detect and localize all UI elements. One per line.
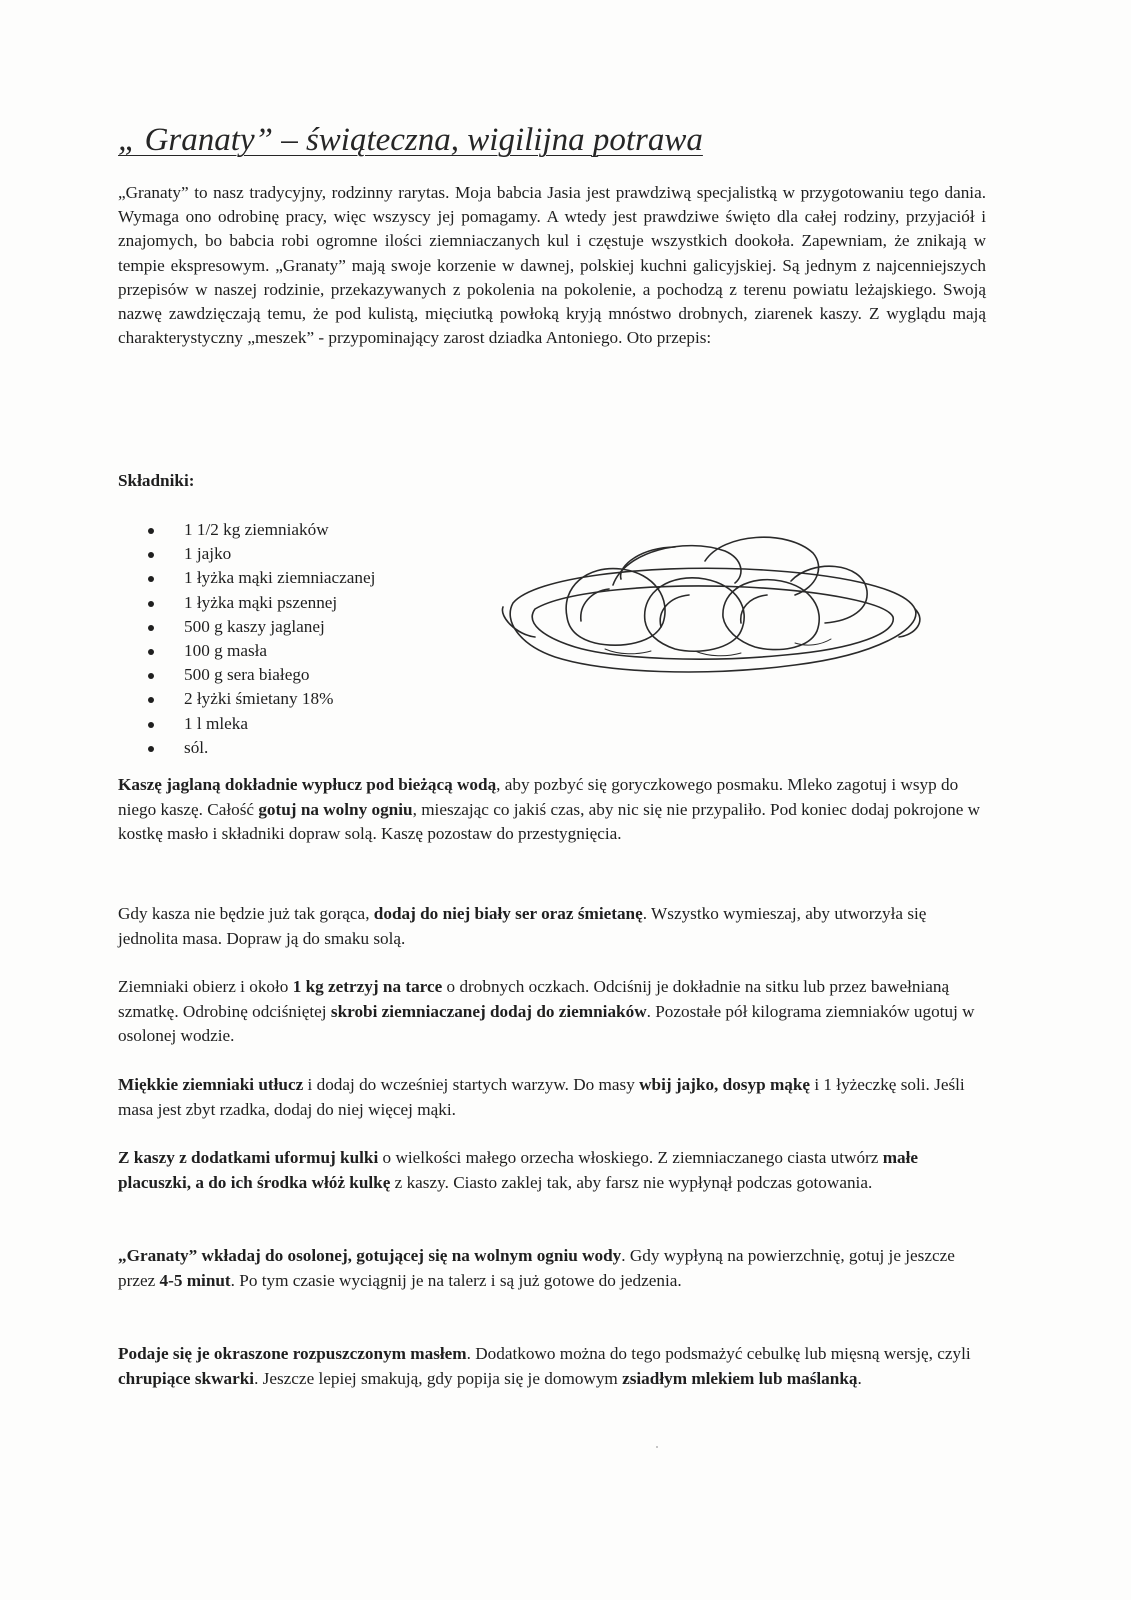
ingredients-heading: Składniki: [118, 471, 195, 490]
page-title: „ Granaty” – świąteczna, wigilijna potrawa [118, 122, 703, 158]
step-paragraph [118, 1342, 988, 1391]
step-text: . Dodatkowo można do tego podsmażyć cebulkę lub mięsną wersję, czyli [466, 1344, 971, 1363]
step-highlight: zsiadłym mlekiem lub maślanką [622, 1368, 858, 1388]
dumplings-plate-illustration [495, 525, 925, 695]
ingredient-text: 1 l mleka [184, 713, 248, 733]
step-text: , mieszając co jakiś czas, aby nic się nie przypaliło. Pod koniec dodaj pokrojone w kostkę masło i składniki dopraw solą. Kaszę pozostaw do przestygnięcia. [118, 799, 981, 844]
step-paragraph [118, 1073, 988, 1122]
ingredient-text: sól. [184, 737, 209, 757]
bullet-icon [148, 673, 154, 679]
bullet-icon [148, 722, 154, 728]
step-highlight: chrupiące skwarki [118, 1368, 255, 1388]
step-highlight: wbij jajko, dosyp mąkę [639, 1075, 811, 1094]
step-paragraph [118, 975, 988, 1049]
ingredient-text: 1 łyżka mąki pszennej [184, 592, 338, 612]
step-highlight: dodaj do niej biały ser oraz śmietanę [373, 904, 643, 923]
step-text: i dodaj do wcześniej startych warzyw. Do masy [303, 1075, 640, 1094]
step-highlight: 4-5 minut [159, 1270, 231, 1290]
step-paragraph [118, 773, 988, 847]
step-highlight: „Granaty” wkładaj do osolonej, gotującej się na wolnym ogniu wody [118, 1246, 622, 1265]
ingredients-list [148, 518, 448, 760]
scan-speck [656, 1446, 658, 1448]
ingredient-text: 1 jajko [184, 544, 232, 564]
step-text: . [857, 1368, 862, 1388]
intro-paragraph: „Granaty” to nasz tradycyjny, rodzinny rarytas. Moja babcia Jasia jest prawdziwą specjalistką w przygotowaniu tego dania. Wymaga ono odrobinę pracy, więc wszyscy jej pomagamy. A wtedy jest prawdziwe święto dla całej rodziny, przyjaciół i znajomych, bo babcia robi ogromne ilości ziemniaczanych kul i częstuje wszystkich dookoła. Zapewniam, że znikają w tempie ekspresowym. „Granaty” mają swoje korzenie w dawnej, polskiej kuchni galicyjskiej. Są jednym z najcenniejszych przepisów w naszej rodzinie, przekazywanych z pokolenia na pokolenie, a pochodzą z terenu powiatu leżajskiego. Swoją nazwę zawdzięczają temu, że pod kulistą, mięciutką powłoką kryją mnóstwo drobnych, ziarenek kaszy. Z wyglądu mają charakterystyczny „meszek” - przypominający zarost dziadka Antoniego. Oto przepis: [118, 183, 986, 348]
bullet-icon [148, 649, 154, 655]
bullet-icon [148, 625, 154, 631]
ingredient-text: 1 łyżka mąki ziemniaczanej [184, 568, 376, 588]
step-highlight: gotuj na wolny ogniu [258, 799, 413, 819]
step-highlight: Kaszę jaglaną dokładnie wypłucz pod bieżącą wodą [118, 775, 497, 794]
list-item [148, 518, 448, 542]
step-text: . Pozostałe pół kilograma ziemniaków ugotuj w osolonej wodzie. [118, 1001, 975, 1046]
list-item [148, 736, 448, 760]
bullet-icon [148, 528, 154, 534]
step-highlight: małe placuszki, a do ich środka włóż kulkę [118, 1148, 919, 1192]
list-item [148, 663, 448, 687]
step-highlight: Podaje się je okraszone rozpuszczonym masłem [118, 1344, 467, 1363]
step-highlight: Z kaszy z dodatkami uformuj kulki [118, 1148, 379, 1167]
bullet-icon [148, 576, 154, 582]
ingredient-text: 1 1/2 kg ziemniaków [184, 520, 329, 539]
list-item [148, 591, 448, 615]
step-paragraph [118, 1244, 988, 1293]
step-highlight: skrobi ziemniaczanej dodaj do ziemniaków [330, 1001, 647, 1021]
step-text: Ziemniaki obierz i około [118, 977, 293, 996]
ingredient-text: 2 łyżki śmietany 18% [184, 689, 334, 709]
list-item [148, 687, 448, 711]
step-text: Gdy kasza nie będzie już tak gorąca, [118, 904, 374, 923]
step-highlight: Miękkie ziemniaki utłucz [118, 1075, 304, 1094]
step-text: z kaszy. Ciasto zaklej tak, aby farsz nie wypłynął podczas gotowania. [390, 1172, 873, 1192]
list-item [148, 542, 448, 566]
ingredient-text: 100 g masła [184, 641, 268, 661]
step-text: o wielkości małego orzecha włoskiego. Z ziemniaczanego ciasta utwórz [378, 1148, 883, 1167]
step-text: . Wszystko wymieszaj, aby utworzyła się jednolita masa. Dopraw ją do smaku solą. [118, 904, 927, 948]
ingredient-text: 500 g sera białego [184, 665, 310, 685]
bullet-icon [148, 601, 154, 607]
list-item [148, 639, 448, 663]
list-item [148, 566, 448, 590]
step-paragraph [118, 1146, 988, 1195]
step-text: , aby pozbyć się goryczkowego posmaku. Mleko zagotuj i wsyp do niego kaszę. Całość [118, 775, 959, 819]
step-text: . Jeszcze lepiej smakują, gdy popija się je domowym [254, 1368, 623, 1388]
bullet-icon [148, 552, 154, 558]
step-paragraph [118, 902, 988, 951]
step-text: o drobnych oczkach. Odciśnij je dokładnie na sitku lub przez bawełnianą szmatkę. Odrobinę odciśniętej [118, 977, 950, 1021]
step-text: i 1 łyżeczkę soli. Jeśli masa jest zbyt rzadka, dodaj do niej więcej mąki. [118, 1075, 965, 1119]
bullet-icon [148, 746, 154, 752]
ingredient-text: 500 g kaszy jaglanej [184, 616, 325, 636]
step-text: . Po tym czasie wyciągnij je na talerz i są już gotowe do jedzenia. [230, 1270, 682, 1290]
step-text: . Gdy wypłyną na powierzchnię, gotuj je jeszcze przez [118, 1246, 955, 1290]
step-highlight: 1 kg zetrzyj na tarce [292, 977, 443, 996]
bullet-icon [148, 697, 154, 703]
list-item [148, 615, 448, 639]
list-item [148, 712, 448, 736]
